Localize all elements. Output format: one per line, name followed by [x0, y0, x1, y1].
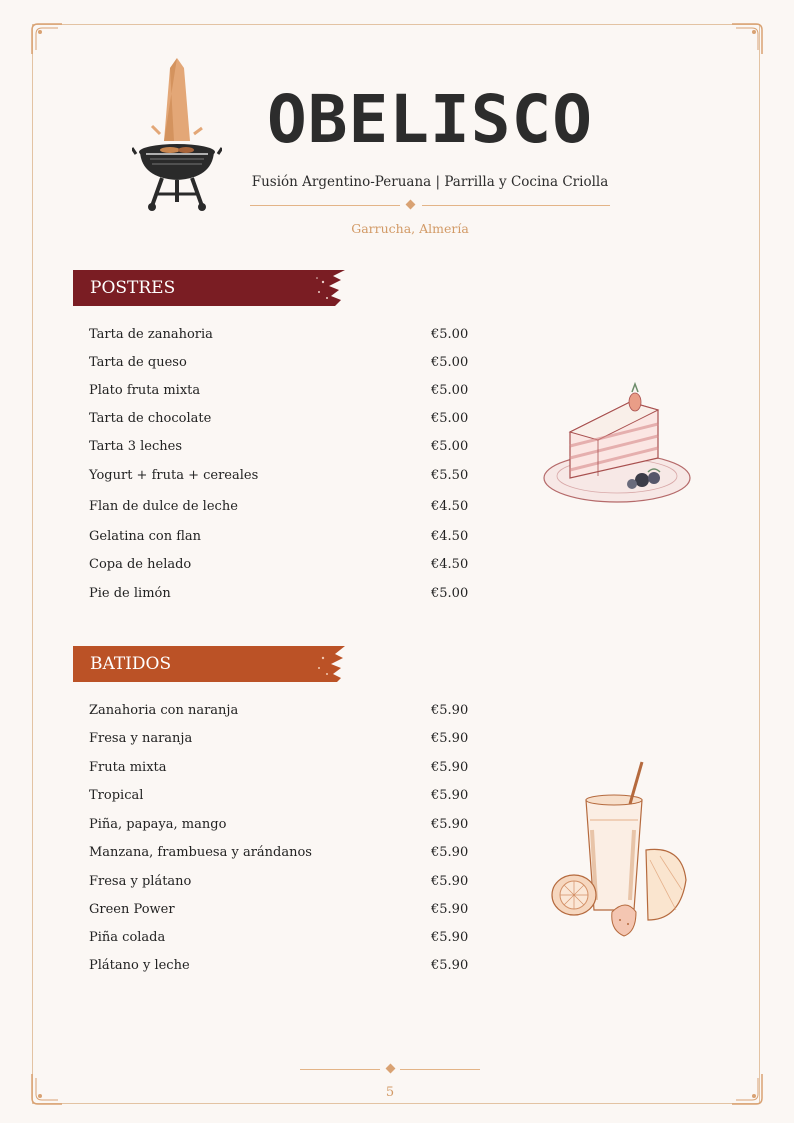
- location-text: Garrucha, Almería: [351, 221, 469, 236]
- item-price: €5.00: [431, 383, 469, 398]
- banner-texture-icon: [311, 270, 345, 306]
- banner-texture-icon: [311, 646, 345, 682]
- item-name: Fresa y naranja: [89, 731, 193, 746]
- item-price: €5.90: [431, 788, 469, 803]
- menu-item: [89, 701, 489, 721]
- section-banner-postres: [73, 270, 345, 306]
- menu-item: [89, 729, 489, 749]
- menu-item: [89, 325, 489, 345]
- item-name: Tarta 3 leches: [89, 439, 183, 454]
- menu-item: [89, 815, 489, 835]
- item-name: Tarta de queso: [89, 355, 187, 370]
- item-name: Flan de dulce de leche: [89, 499, 238, 514]
- menu-item: [89, 555, 489, 575]
- menu-item: [89, 928, 489, 948]
- section-title: BATIDOS: [90, 654, 172, 674]
- item-price: €5.90: [431, 817, 469, 832]
- item-name: Zanahoria con naranja: [89, 703, 239, 718]
- section-banner-batidos: [73, 646, 345, 682]
- item-price: €5.00: [431, 586, 469, 601]
- corner-ornament-icon: [730, 1072, 764, 1106]
- item-price: €4.50: [431, 557, 469, 572]
- item-name: Piña colada: [89, 930, 166, 945]
- item-name: Manzana, frambuesa y arándanos: [89, 845, 312, 860]
- corner-ornament-icon: [730, 22, 764, 56]
- menu-item: [89, 843, 489, 863]
- menu-item: [89, 466, 489, 486]
- item-price: €5.90: [431, 731, 469, 746]
- menu-item: [89, 409, 489, 429]
- menu-item: [89, 353, 489, 373]
- cake-slice-illustration-icon: [540, 380, 695, 520]
- corner-ornament-icon: [30, 1072, 64, 1106]
- menu-item: [89, 437, 489, 457]
- item-name: Pie de limón: [89, 586, 171, 601]
- menu-item: [89, 497, 489, 517]
- item-price: €5.50: [431, 468, 469, 483]
- menu-item: [89, 956, 489, 976]
- item-price: €5.90: [431, 874, 469, 889]
- smoothie-fruit-illustration-icon: [550, 760, 690, 940]
- item-name: Tropical: [89, 788, 144, 803]
- menu-item: [89, 900, 489, 920]
- footer-divider: [300, 1064, 480, 1076]
- menu-item: [89, 758, 489, 778]
- item-price: €5.90: [431, 845, 469, 860]
- item-price: €5.00: [431, 439, 469, 454]
- item-price: €5.90: [431, 760, 469, 775]
- item-name: Copa de helado: [89, 557, 192, 572]
- brand-subtitle: Fusión Argentino-Peruana | Parrilla y Cocina Criolla: [251, 174, 609, 190]
- item-name: Fresa y plátano: [89, 874, 192, 889]
- item-name: Plátano y leche: [89, 958, 190, 973]
- item-name: Yogurt + fruta + cereales: [89, 468, 259, 483]
- brand-title: OBELISCO: [267, 81, 593, 158]
- header-divider: [250, 200, 610, 212]
- item-name: Green Power: [89, 902, 175, 917]
- menu-item: [89, 381, 489, 401]
- item-name: Plato fruta mixta: [89, 383, 201, 398]
- item-price: €5.00: [431, 355, 469, 370]
- item-name: Piña, papaya, mango: [89, 817, 227, 832]
- item-name: Fruta mixta: [89, 760, 167, 775]
- menu-item: [89, 527, 489, 547]
- item-price: €4.50: [431, 529, 469, 544]
- item-price: €5.90: [431, 902, 469, 917]
- menu-item: [89, 786, 489, 806]
- corner-ornament-icon: [30, 22, 64, 56]
- menu-item: [89, 584, 489, 604]
- item-price: €5.90: [431, 703, 469, 718]
- item-price: €5.90: [431, 930, 469, 945]
- item-price: €5.00: [431, 327, 469, 342]
- page-number: 5: [385, 1085, 395, 1100]
- menu-item: [89, 872, 489, 892]
- item-name: Tarta de zanahoria: [89, 327, 213, 342]
- section-title: POSTRES: [90, 278, 176, 298]
- obelisk-grill-logo-icon: [132, 56, 222, 216]
- item-price: €5.00: [431, 411, 469, 426]
- item-name: Tarta de chocolate: [89, 411, 212, 426]
- item-price: €5.90: [431, 958, 469, 973]
- item-price: €4.50: [431, 499, 469, 514]
- item-name: Gelatina con flan: [89, 529, 202, 544]
